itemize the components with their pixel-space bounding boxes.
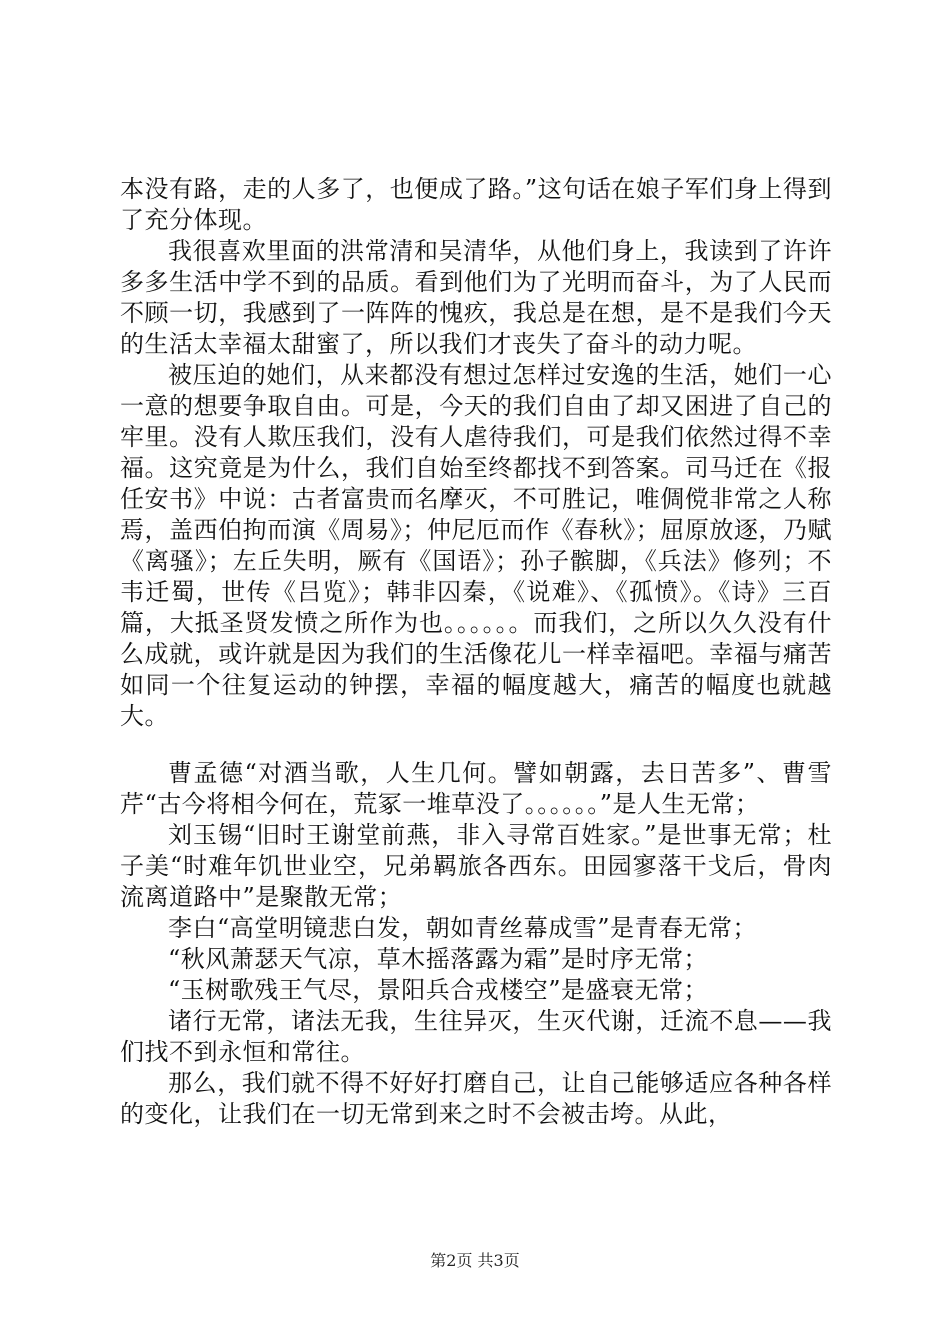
paragraph-7: “秋风萧瑟天气凉，草木摇落露为霜”是时序无常； xyxy=(168,945,709,973)
paragraph-9: 诸行无常，诸法无我，生往异灭，生灭代谢，迁流不息——我们找不到永恒和常往。 xyxy=(120,1007,832,1066)
page-number-footer: 第2页 共3页 xyxy=(430,1251,520,1270)
paragraph-10: 那么，我们就不得不好好打磨自己，让自己能够适应各种各样的变化，让我们在一切无常到来之时不会被击垮。从此， xyxy=(120,1069,832,1128)
paragraph-3: 被压迫的她们，从来都没有想过怎样过安逸的生活，她们一心一意的想要争取自由。可是，今天的我们自由了却又困进了自己的牢里。没有人欺压我们，没有人虐待我们，可是我们依然过得不幸福。这究竟是为什么，我们自始至终都找不到答案。司马迁在《报任安书》中说：古者富贵而名摩灭，不可胜记，唯倜傥非常之人称焉，盖西伯拘而演《周易》；仲尼厄而作《春秋》；屈原放逐，乃赋《离骚》；左丘失明，厥有《国语》；孙子髌脚，《兵法》修列；不韦迁蜀，世传《吕览》；韩非囚秦，《说难》、《孤愤》。《诗》三百篇，大抵圣贤发愤之所作为也。。。。。。而我们，之所以久久没有什么成就，或许就是因为我们的生活像花儿一样幸福吧。幸福与痛苦如同一个往复运动的钟摆，幸福的幅度越大，痛苦的幅度也就越大。 xyxy=(120,361,832,730)
paragraph-6: 李白“高堂明镜悲白发，朝如青丝幕成雪”是青春无常； xyxy=(168,914,758,942)
paragraph-1: 本没有路，走的人多了，也便成了路。”这句话在娘子军们身上得到了充分体现。 xyxy=(120,175,832,234)
paragraph-5: 刘玉锡“旧时王谢堂前燕，非入寻常百姓家。”是世事无常；杜子美“时难年饥世业空，兄弟羁旅各西东。田园寥落干戈后，骨肉流离道路中”是聚散无常； xyxy=(120,821,832,911)
paragraph-2: 我很喜欢里面的洪常清和吴清华，从他们身上，我读到了许许多多生活中学不到的品质。看到他们为了光明而奋斗，为了人民而不顾一切，我感到了一阵阵的愧疚，我总是在想，是不是我们今天的生活太幸福太甜蜜了，所以我们才丧失了奋斗的动力呢。 xyxy=(120,237,832,358)
paragraph-8: “玉树歌残王气尽，景阳兵合戎楼空”是盛衰无常； xyxy=(168,976,709,1004)
paragraph-gap xyxy=(120,732,832,758)
document-body xyxy=(120,174,832,1130)
paragraph-4: 曹孟德“对酒当歌，人生几何。譬如朝露，去日苦多”、曹雪芹“古今将相今何在，荒冢一堆草没了。。。。。。”是人生无常； xyxy=(120,759,832,818)
